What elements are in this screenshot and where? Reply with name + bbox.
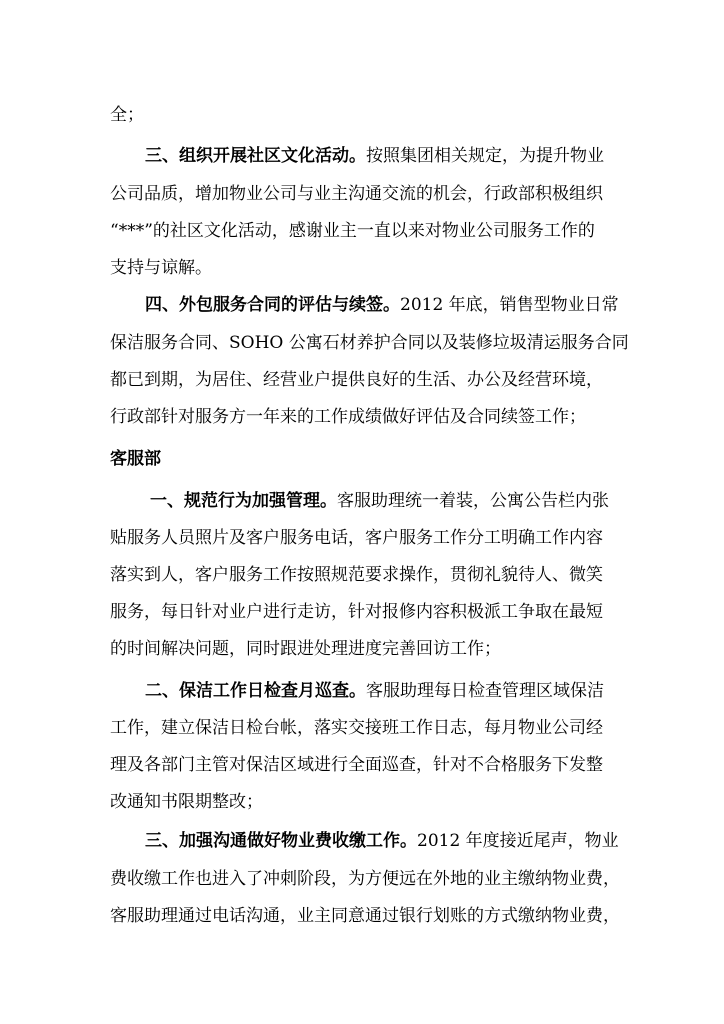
paragraph-heading-line xyxy=(145,830,630,852)
text-run: “***”的社区文化活动，感谢业主一直以来对物业公司服务工作的 xyxy=(110,221,595,241)
text-line xyxy=(110,369,630,391)
text-run: 客服助理通过电话沟通，业主同意通过银行划账的方式缴纳物业费， xyxy=(110,906,620,926)
text-line xyxy=(110,332,630,354)
text-run: 费收缴工作也进入了冲刺阶段，为方便远在外地的业主缴纳物业费， xyxy=(110,869,620,889)
paragraph-heading-line xyxy=(145,680,630,702)
text-line xyxy=(110,183,630,205)
text-run: 客服助理统一着装，公寓公告栏内张 xyxy=(337,491,609,511)
section-heading: 客服部 xyxy=(110,449,161,469)
text-run: 全； xyxy=(110,105,144,125)
text-run: 按照集团相关规定，为提升物业 xyxy=(366,146,604,166)
text-run: 落实到人，客户服务工作按照规范要求操作，贯彻礼貌待人、微笑 xyxy=(110,565,603,585)
paragraph-heading: 四、外包服务合同的评估与续签。 xyxy=(145,295,400,315)
text-run: 服务，每日针对业户进行走访，针对报修内容积极派工争取在最短 xyxy=(110,602,603,622)
text-run: 贴服务人员照片及客户服务电话，客户服务工作分工明确工作内容 xyxy=(110,528,603,548)
text-line xyxy=(110,564,630,586)
text-run: 行政部针对服务方一年来的工作成绩做好评估及合同续签工作； xyxy=(110,407,586,427)
text-line xyxy=(110,717,630,739)
text-run: 客服助理每日检查管理区域保洁 xyxy=(366,681,604,701)
text-line xyxy=(110,104,630,126)
text-run: 公司品质，增加物业公司与业主沟通交流的机会，行政部积极组织 xyxy=(110,184,603,204)
paragraph-heading-line xyxy=(145,145,630,167)
text-run: 改通知书限期整改； xyxy=(110,792,263,812)
text-run: 2012 年底，销售型物业日常 xyxy=(400,295,619,315)
paragraph-heading: 三、加强沟通做好物业费收缴工作。 xyxy=(145,831,417,851)
text-run: 2012 年度接近尾声，物业 xyxy=(417,831,619,851)
text-run: 的时间解决问题，同时跟进处理进度完善回访工作； xyxy=(110,639,501,659)
text-line xyxy=(110,220,630,242)
text-line xyxy=(110,791,630,813)
text-run: 理及各部门主管对保洁区域进行全面巡查，针对不合格服务下发整 xyxy=(110,755,603,775)
text-line xyxy=(110,754,630,776)
text-run: 工作，建立保洁日检台帐，落实交接班工作日志，每月物业公司经 xyxy=(110,718,603,738)
text-line xyxy=(110,601,630,623)
text-line xyxy=(110,527,630,549)
text-run: 保洁服务合同、SOHO 公寓石材养护合同以及装修垃圾清运服务合同 xyxy=(110,333,629,353)
text-line xyxy=(110,905,630,927)
paragraph-heading: 一、规范行为加强管理。 xyxy=(150,491,337,511)
text-run: 支持与谅解。 xyxy=(110,258,212,278)
text-line xyxy=(110,638,630,660)
paragraph-heading-line xyxy=(150,490,630,512)
paragraph-heading-line xyxy=(145,294,630,316)
text-line xyxy=(110,868,630,890)
text-line xyxy=(110,406,630,428)
paragraph-heading: 三、组织开展社区文化活动。 xyxy=(145,146,366,166)
text-run: 都已到期，为居住、经营业户提供良好的生活、办公及经营环境， xyxy=(110,370,603,390)
paragraph-heading: 二、保洁工作日检查月巡查。 xyxy=(145,681,366,701)
text-line xyxy=(110,257,630,279)
